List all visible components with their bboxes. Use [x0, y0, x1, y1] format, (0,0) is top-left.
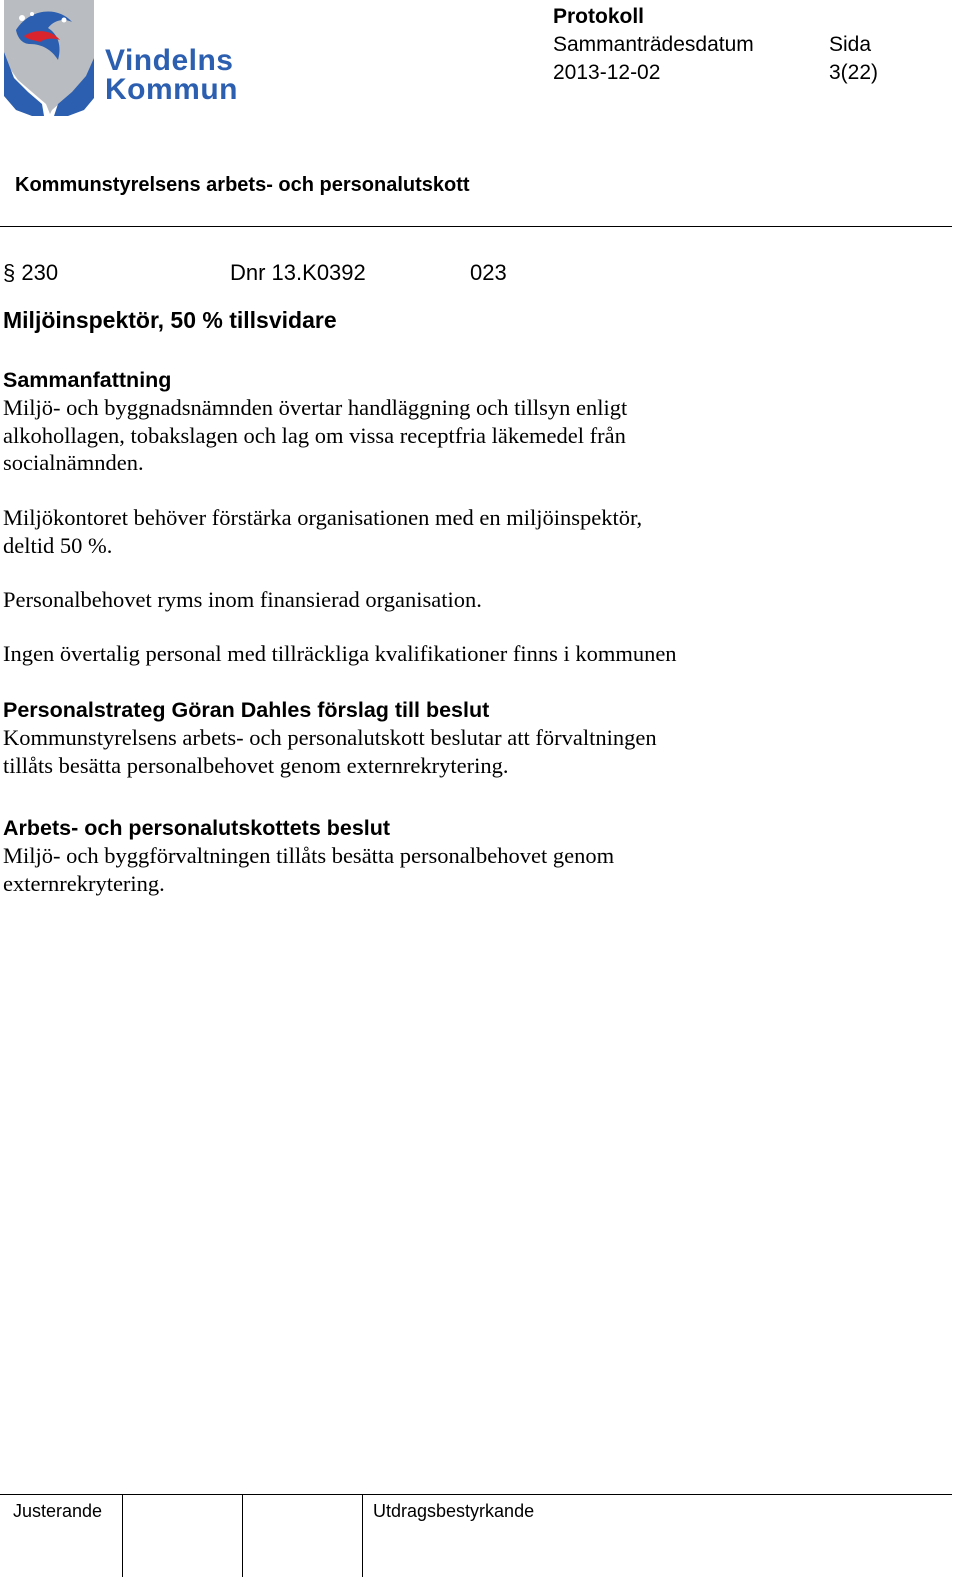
proposal-section [3, 697, 903, 779]
header-divider [0, 226, 952, 227]
committee-name: Kommunstyrelsens arbets- och personalutskott [15, 174, 470, 196]
diary-number: Dnr 13.K0392 [230, 260, 366, 285]
page-number: 3(22) [829, 61, 879, 84]
section-number: § 230 [3, 260, 59, 285]
summary-line: Miljö- och byggnadsnämnden övertar handläggning och tillsyn enligt [3, 395, 628, 420]
proposal-heading: Personalstrateg Göran Dahles förslag till beslut [3, 698, 490, 722]
decision-line: externrekrytering. [3, 870, 165, 896]
logo-text-line1: Vindelns [105, 44, 234, 77]
summary-paragraph-3 [3, 586, 903, 614]
summary-line: socialnämnden. [3, 450, 144, 475]
archive-code: 023 [470, 260, 507, 285]
summary-heading: Sammanfattning [3, 368, 172, 392]
summary-section [3, 367, 903, 477]
adjuster-label: Justerande [13, 1501, 103, 1521]
summary-line: Personalbehovet ryms inom finansierad organisation. [3, 587, 482, 612]
salmon-shield-icon [2, 0, 102, 118]
document-type: Protokoll [553, 5, 645, 28]
signature-cell [242, 1495, 363, 1577]
decision-section [3, 815, 903, 897]
summary-line: deltid 50 %. [3, 532, 113, 558]
summary-line: alkohollagen, tobakslagen och lag om vissa receptfria läkemedel från [3, 422, 626, 448]
page-label: Sida [829, 33, 872, 56]
extract-certification-label: Utdragsbestyrkande [373, 1501, 535, 1521]
summary-paragraph-4 [3, 640, 903, 668]
meeting-date-label: Sammanträdesdatum [553, 33, 754, 56]
summary-paragraph-2 [3, 504, 903, 559]
signature-cell [122, 1495, 243, 1577]
logo-text-line2: Kommun [105, 73, 238, 106]
matter-title: Miljöinspektör, 50 % tillsvidare [3, 307, 337, 333]
proposal-line: tillåts besätta personalbehovet genom externrekrytering. [3, 752, 509, 778]
summary-line: Miljökontoret behöver förstärka organisationen med en miljöinspektör, [3, 505, 643, 530]
proposal-line: Kommunstyrelsens arbets- och personalutskott beslutar att förvaltningen [3, 725, 657, 750]
municipality-logo [2, 0, 247, 118]
signature-table [0, 1494, 952, 1577]
decision-line: Miljö- och byggförvaltningen tillåts besätta personalbehovet genom [3, 843, 615, 868]
decision-heading: Arbets- och personalutskottets beslut [3, 816, 391, 840]
summary-line: Ingen övertalig personal med tillräckliga kvalifikationer finns i kommunen [3, 641, 677, 666]
meeting-date-value: 2013-12-02 [553, 61, 661, 84]
